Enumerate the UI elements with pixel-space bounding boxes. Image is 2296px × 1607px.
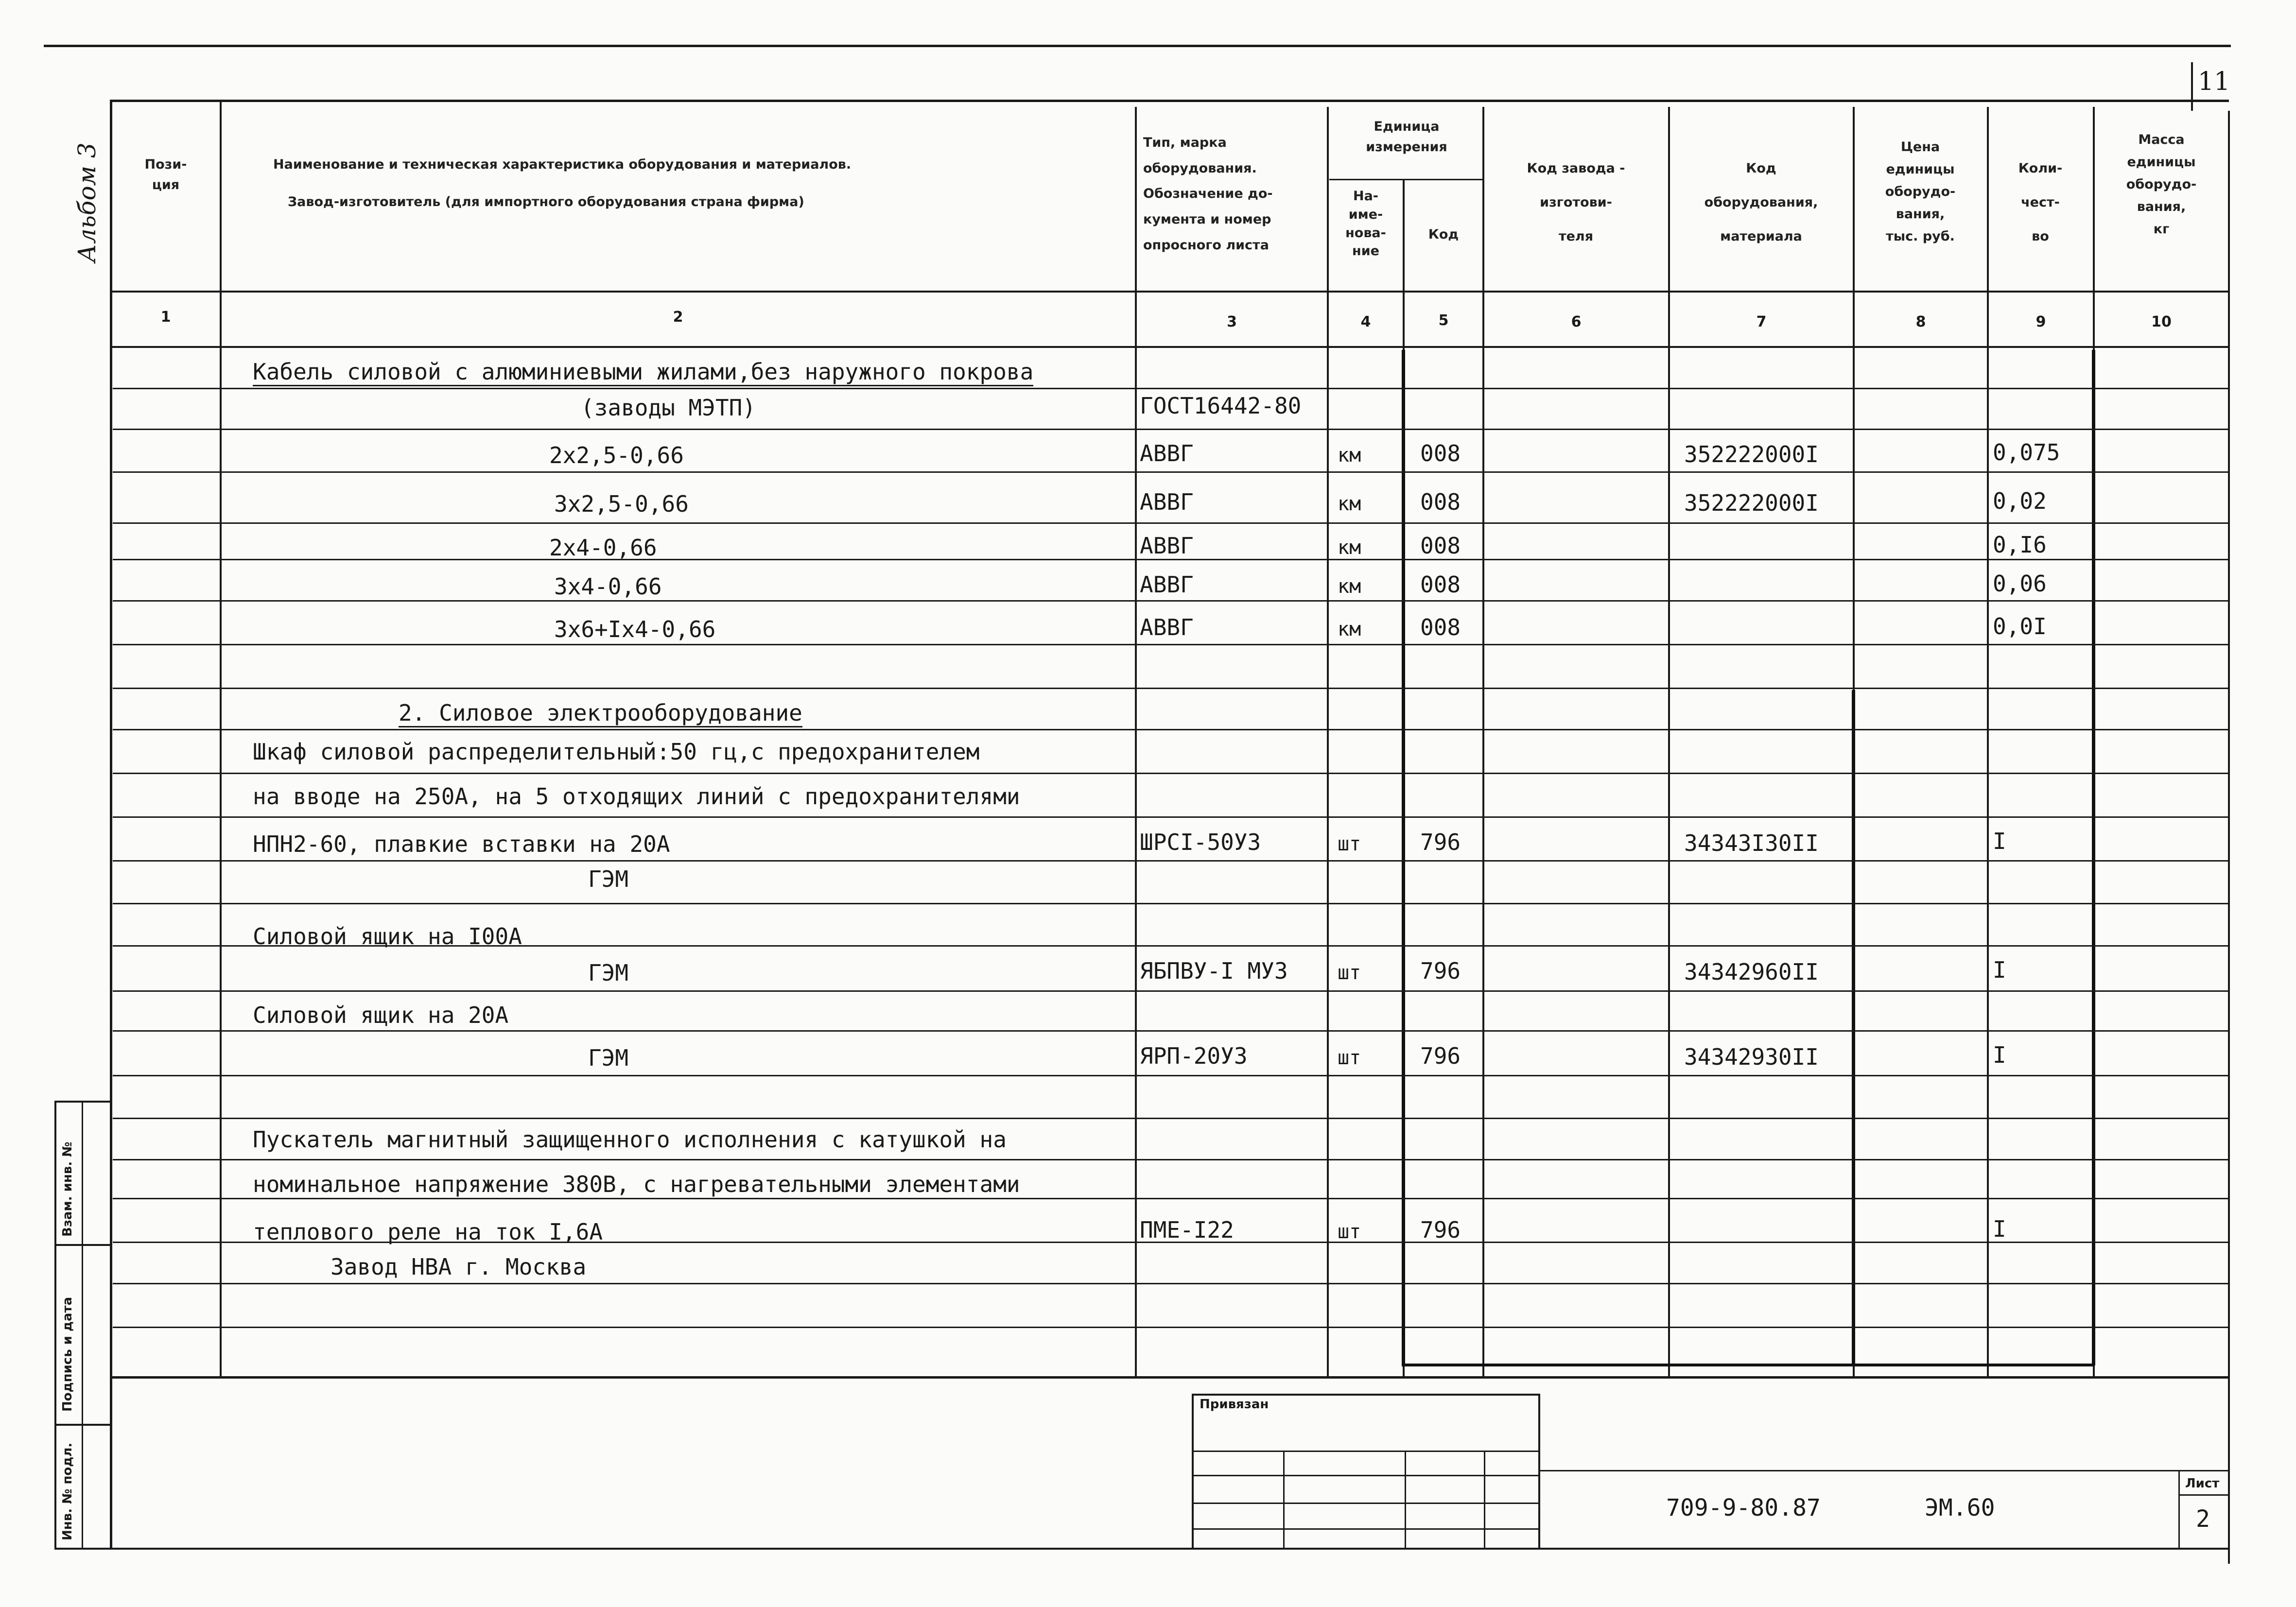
hdr-unit-group: Единица измерения [1366, 119, 1447, 155]
header-bottom [110, 291, 2229, 293]
row-rule [113, 860, 2228, 862]
item-name: (заводы МЭТП) [581, 395, 756, 421]
row-rule [113, 522, 2228, 524]
item-unit-code: 796 [1420, 829, 1461, 855]
tb-div-3 [1484, 1451, 1485, 1548]
row-rule [113, 600, 2228, 602]
row-rule [113, 471, 2228, 473]
colnum-2: 2 [673, 309, 683, 326]
tb-list-number: 2 [2196, 1505, 2210, 1533]
item-name: 2х4-0,66 [549, 535, 657, 561]
stamp-div-1 [54, 1244, 112, 1246]
row-rule [113, 644, 2228, 645]
col-div-6 [1668, 107, 1670, 1378]
hdr-c2: Наименование и техническая характеристика оборудования и материалов. Завод-изготовитель (для импортного оборудования страна фирма) [273, 157, 852, 209]
item-unit-code: 796 [1420, 1043, 1461, 1069]
item-name: НПН2-60, плавкие вставки на 20А [253, 831, 670, 857]
hdr-c6: Код завода - изготови- теля [1527, 161, 1625, 244]
heavy-bottom [1402, 1364, 2094, 1366]
tb-row4 [1192, 1528, 1540, 1530]
item-name: Силовой ящик на I00А [253, 923, 522, 950]
frame-right [2228, 111, 2230, 1564]
corner-sheet-number: 11 [2198, 67, 2230, 96]
item-unit: шт [1338, 962, 1361, 984]
top-rule [44, 45, 2231, 47]
tb-row1 [1192, 1451, 1540, 1452]
hdr-c4: На- име- нова- ние [1345, 189, 1386, 259]
row-rule [113, 990, 2228, 992]
item-name: ГЭМ [588, 866, 629, 892]
hdr-c5: Код [1428, 227, 1459, 242]
tb-row3 [1192, 1503, 1540, 1504]
colnum-1: 1 [160, 309, 171, 326]
item-name: 3х2,5-0,66 [554, 491, 689, 517]
item-type: АВВГ [1140, 571, 1194, 598]
bottom-frame-base [110, 1548, 2229, 1550]
corner-box-left [2191, 62, 2193, 111]
heavy-border-b [1852, 690, 1855, 1365]
item-name: Завод НВА г. Москва [330, 1254, 587, 1280]
row-rule [113, 903, 2228, 904]
unit-group-rule [1329, 179, 1484, 180]
tb-row2 [1192, 1475, 1540, 1476]
col-div-3 [1327, 107, 1329, 1378]
tb-privyazan: Привязан [1200, 1397, 1269, 1412]
item-quantity: I [1993, 828, 2006, 854]
item-name: 3х6+Iх4-0,66 [554, 616, 716, 642]
tb-right [1538, 1394, 1540, 1549]
row-rule [113, 1118, 2228, 1119]
item-unit-code: 008 [1420, 533, 1461, 559]
item-unit-code: 008 [1420, 571, 1461, 598]
item-unit-code: 008 [1420, 440, 1461, 467]
item-equipment-code: 34342960II [1684, 959, 1819, 985]
item-name: Пускатель магнитный защищенного исполнения с катушкой на [253, 1126, 1007, 1153]
colnum-4: 4 [1360, 313, 1371, 330]
item-quantity: 0,0I [1993, 613, 2047, 639]
tb-doc-suffix: ЭМ.60 [1925, 1494, 1995, 1521]
row-rule [113, 688, 2228, 689]
item-equipment-code: 34343I30II [1684, 830, 1819, 856]
item-quantity: I [1993, 1042, 2006, 1068]
row-rule [113, 1075, 2228, 1076]
colnum-9: 9 [2035, 313, 2046, 330]
colnum-3: 3 [1227, 313, 1237, 330]
album-label: Альбом 3 [73, 142, 101, 262]
heavy-border-a [1402, 350, 1405, 1365]
item-unit-code: 008 [1420, 614, 1461, 640]
row-rule [113, 816, 2228, 818]
item-type: ПМЕ-I22 [1140, 1217, 1234, 1243]
hdr-c10: Масса единицы оборудо- вания, кг [2126, 132, 2197, 237]
item-quantity: 0,02 [1993, 488, 2047, 514]
stamp-mid [82, 1101, 83, 1548]
item-type: ЯБПВУ-I МУ3 [1140, 958, 1288, 984]
tb-right-rule [1538, 1470, 2228, 1471]
list-box-left [2178, 1470, 2180, 1548]
item-unit: км [1338, 536, 1361, 559]
row-rule [113, 1159, 2228, 1160]
item-name: номинальное напряжение 380В, с нагревательными элементами [253, 1171, 1020, 1197]
item-unit: шт [1338, 1047, 1361, 1069]
item-name: ГЭМ [588, 1045, 629, 1071]
item-name: Силовой ящик на 20А [253, 1002, 509, 1028]
item-unit-code: 796 [1420, 1217, 1461, 1243]
item-unit: шт [1338, 1221, 1361, 1243]
row-rule [113, 559, 2228, 560]
item-name: Шкаф силовой распределительный:50 гц,с предохранителем [253, 739, 980, 765]
item-type: АВВГ [1140, 533, 1194, 559]
row-rule [113, 1198, 2228, 1199]
header-top [110, 100, 2229, 102]
item-unit: шт [1338, 833, 1361, 855]
row-rule [113, 429, 2228, 430]
item-type: ШРСI-50У3 [1140, 829, 1261, 855]
item-quantity: 0,06 [1993, 570, 2047, 597]
colnum-8: 8 [1915, 313, 1926, 330]
col-div-1 [220, 100, 222, 1378]
item-type: ГОСТ16442-80 [1140, 393, 1302, 419]
tb-div-1 [1283, 1451, 1285, 1548]
item-unit: км [1338, 618, 1361, 640]
bottom-frame-rule [110, 1376, 2229, 1379]
item-quantity: 0,075 [1993, 439, 2060, 466]
row-rule [113, 1283, 2228, 1284]
col-div-5 [1482, 107, 1484, 1378]
item-equipment-code: 34342930II [1684, 1044, 1819, 1070]
stamp-inv-podl: Инв. № подл. [60, 1442, 75, 1540]
hdr-c3: Тип, марка оборудования. Обозначение до- кумента и номер опросного листа [1143, 135, 1273, 253]
stamp-bottom [54, 1548, 112, 1550]
list-box-mid [2178, 1494, 2229, 1496]
item-type: АВВГ [1140, 440, 1194, 467]
stamp-podpis-data: Подпись и дата [60, 1296, 75, 1412]
col-div-2 [1135, 107, 1137, 1378]
item-unit: км [1338, 444, 1361, 467]
stamp-vzam-inv: Взам. инв. № [60, 1141, 75, 1237]
colnum-6: 6 [1571, 313, 1582, 330]
hdr-c8: Цена единицы оборудо- вания, тыс. руб. [1885, 139, 1956, 244]
item-quantity: I [1993, 957, 2006, 983]
col-div-8 [1987, 107, 1989, 1378]
item-name: теплового реле на ток I,6А [253, 1219, 603, 1245]
item-unit-code: 796 [1420, 958, 1461, 984]
item-unit: км [1338, 575, 1361, 598]
colnum-bottom [110, 346, 2229, 348]
item-name: 3х4-0,66 [554, 573, 662, 600]
item-unit: км [1338, 493, 1361, 515]
colnum-10: 10 [2151, 313, 2172, 330]
heavy-border-c [2092, 350, 2095, 1365]
colnum-7: 7 [1756, 313, 1767, 330]
tb-div-2 [1405, 1451, 1406, 1548]
item-quantity: I [1993, 1216, 2006, 1242]
tb-top [1192, 1394, 1540, 1396]
hdr-c9: Коли- чест- во [2018, 161, 2063, 244]
row-rule [113, 773, 2228, 774]
row-rule [113, 388, 2228, 389]
item-name: 2. Силовое электрооборудование [399, 700, 802, 727]
item-name: 2х2,5-0,66 [549, 442, 684, 468]
row-rule [113, 729, 2228, 730]
item-name: Кабель силовой с алюминиевыми жилами,без наружного покрова [253, 359, 1033, 386]
item-equipment-code: 352222000I [1684, 441, 1819, 467]
row-rule [113, 1327, 2228, 1328]
hdr-c1: Пози- ция [144, 157, 187, 192]
item-quantity: 0,I6 [1993, 532, 2047, 558]
stamp-left [54, 1101, 56, 1548]
item-name: ГЭМ [588, 960, 629, 986]
item-name: на вводе на 250А, на 5 отходящих линий с предохранителями [253, 783, 1020, 810]
row-rule [113, 1030, 2228, 1032]
tb-list-label: Лист [2185, 1476, 2220, 1491]
tb-left [1192, 1394, 1194, 1549]
item-type: АВВГ [1140, 614, 1194, 640]
item-type: АВВГ [1140, 489, 1194, 515]
item-equipment-code: 352222000I [1684, 490, 1819, 516]
item-type: ЯРП-20У3 [1140, 1043, 1248, 1069]
item-unit-code: 008 [1420, 489, 1461, 515]
stamp-right [110, 1101, 112, 1548]
stamp-div-2 [54, 1424, 112, 1426]
colnum-5: 5 [1438, 312, 1449, 329]
tb-doc-code: 709-9-80.87 [1666, 1494, 1821, 1521]
hdr-c7: Код оборудования, материала [1704, 161, 1818, 244]
stamp-top [54, 1101, 112, 1103]
